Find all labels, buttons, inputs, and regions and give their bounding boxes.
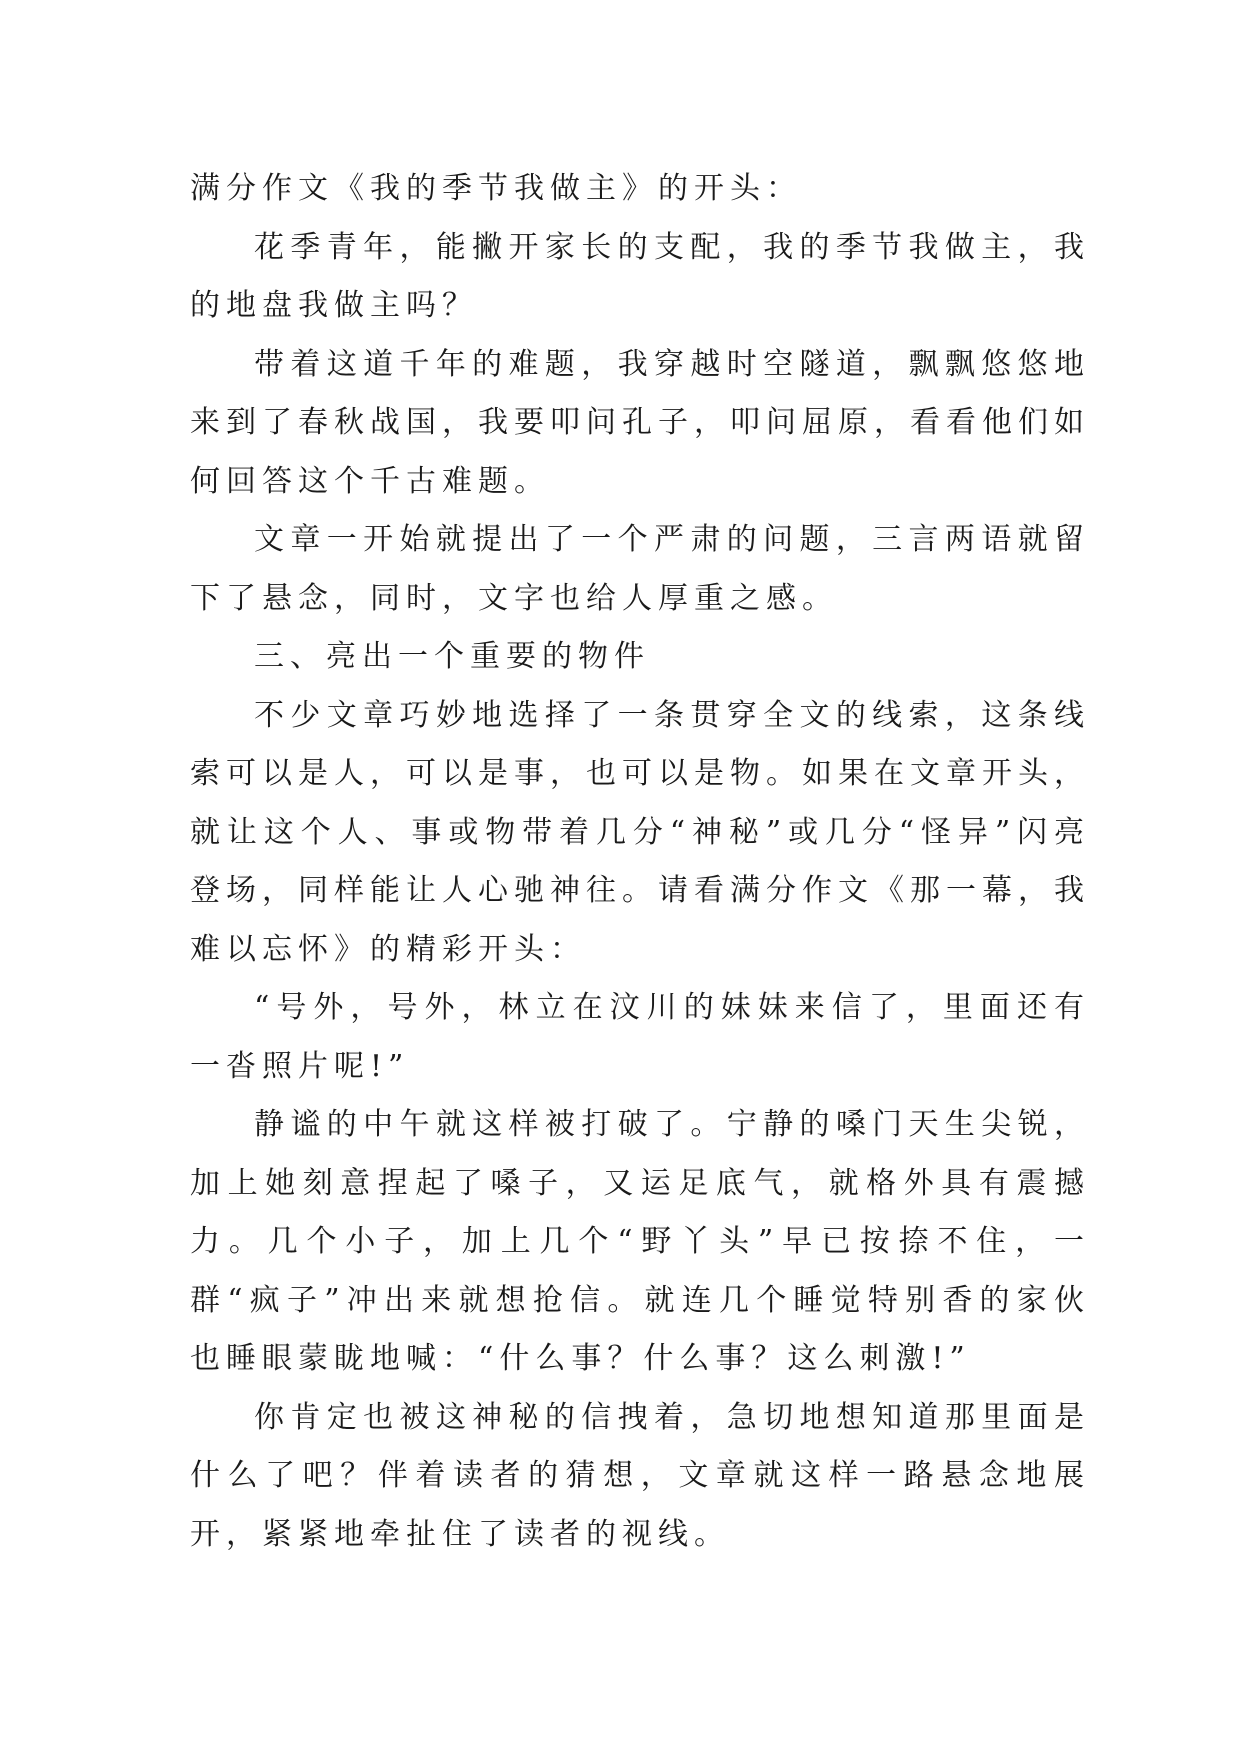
paragraph-1: 满分作文《我的季节我做主》的开头：: [190, 171, 802, 206]
paragraph-2: 花季青年，能撇开家长的支配，我的季节我做主，我的地盘我做主吗？: [190, 229, 1090, 323]
paragraph-9: 你肯定也被这神秘的信拽着，急切地想知道那里面是什么了吧？伴着读者的猜想，文章就这样一路悬念地展开，紧紧地牵扯住了读者的视线。: [190, 1399, 1090, 1552]
paragraph-8: 静谧的中午就这样被打破了。宁静的嗓门天生尖锐，加上她刻意捏起了嗓子，又运足底气，就格外具有震撼力。几个小子，加上几个“野丫头”早已按捺不住，一群“疯子”冲出来就想抢信。就连几个睡觉特别香的家伙也睡眼蒙眬地喊：“什么事？什么事？这么刺激!”: [190, 1107, 1090, 1376]
paragraph-3: 带着这道千年的难题，我穿越时空隧道，飘飘悠悠地来到了春秋战国，我要叩问孔子，叩问屈原，看看他们如何回答这个千古难题。: [190, 346, 1090, 499]
section-heading: 三、亮出一个重要的物件: [254, 639, 650, 674]
document-page: [190, 160, 1090, 1564]
paragraph-4: 文章一开始就提出了一个严肃的问题，三言两语就留下了悬念，同时，文字也给人厚重之感。: [190, 522, 1090, 616]
paragraph-7: “号外，号外，林立在汶川的妹妹来信了，里面还有一沓照片呢!”: [190, 990, 1090, 1084]
paragraph-6: 不少文章巧妙地选择了一条贯穿全文的线索，这条线索可以是人，可以是事，也可以是物。如果在文章开头，就让这个人、事或物带着几分“神秘”或几分“怪异”闪亮登场，同样能让人心驰神往。请看满分作文《那一幕，我难以忘怀》的精彩开头：: [190, 697, 1090, 967]
